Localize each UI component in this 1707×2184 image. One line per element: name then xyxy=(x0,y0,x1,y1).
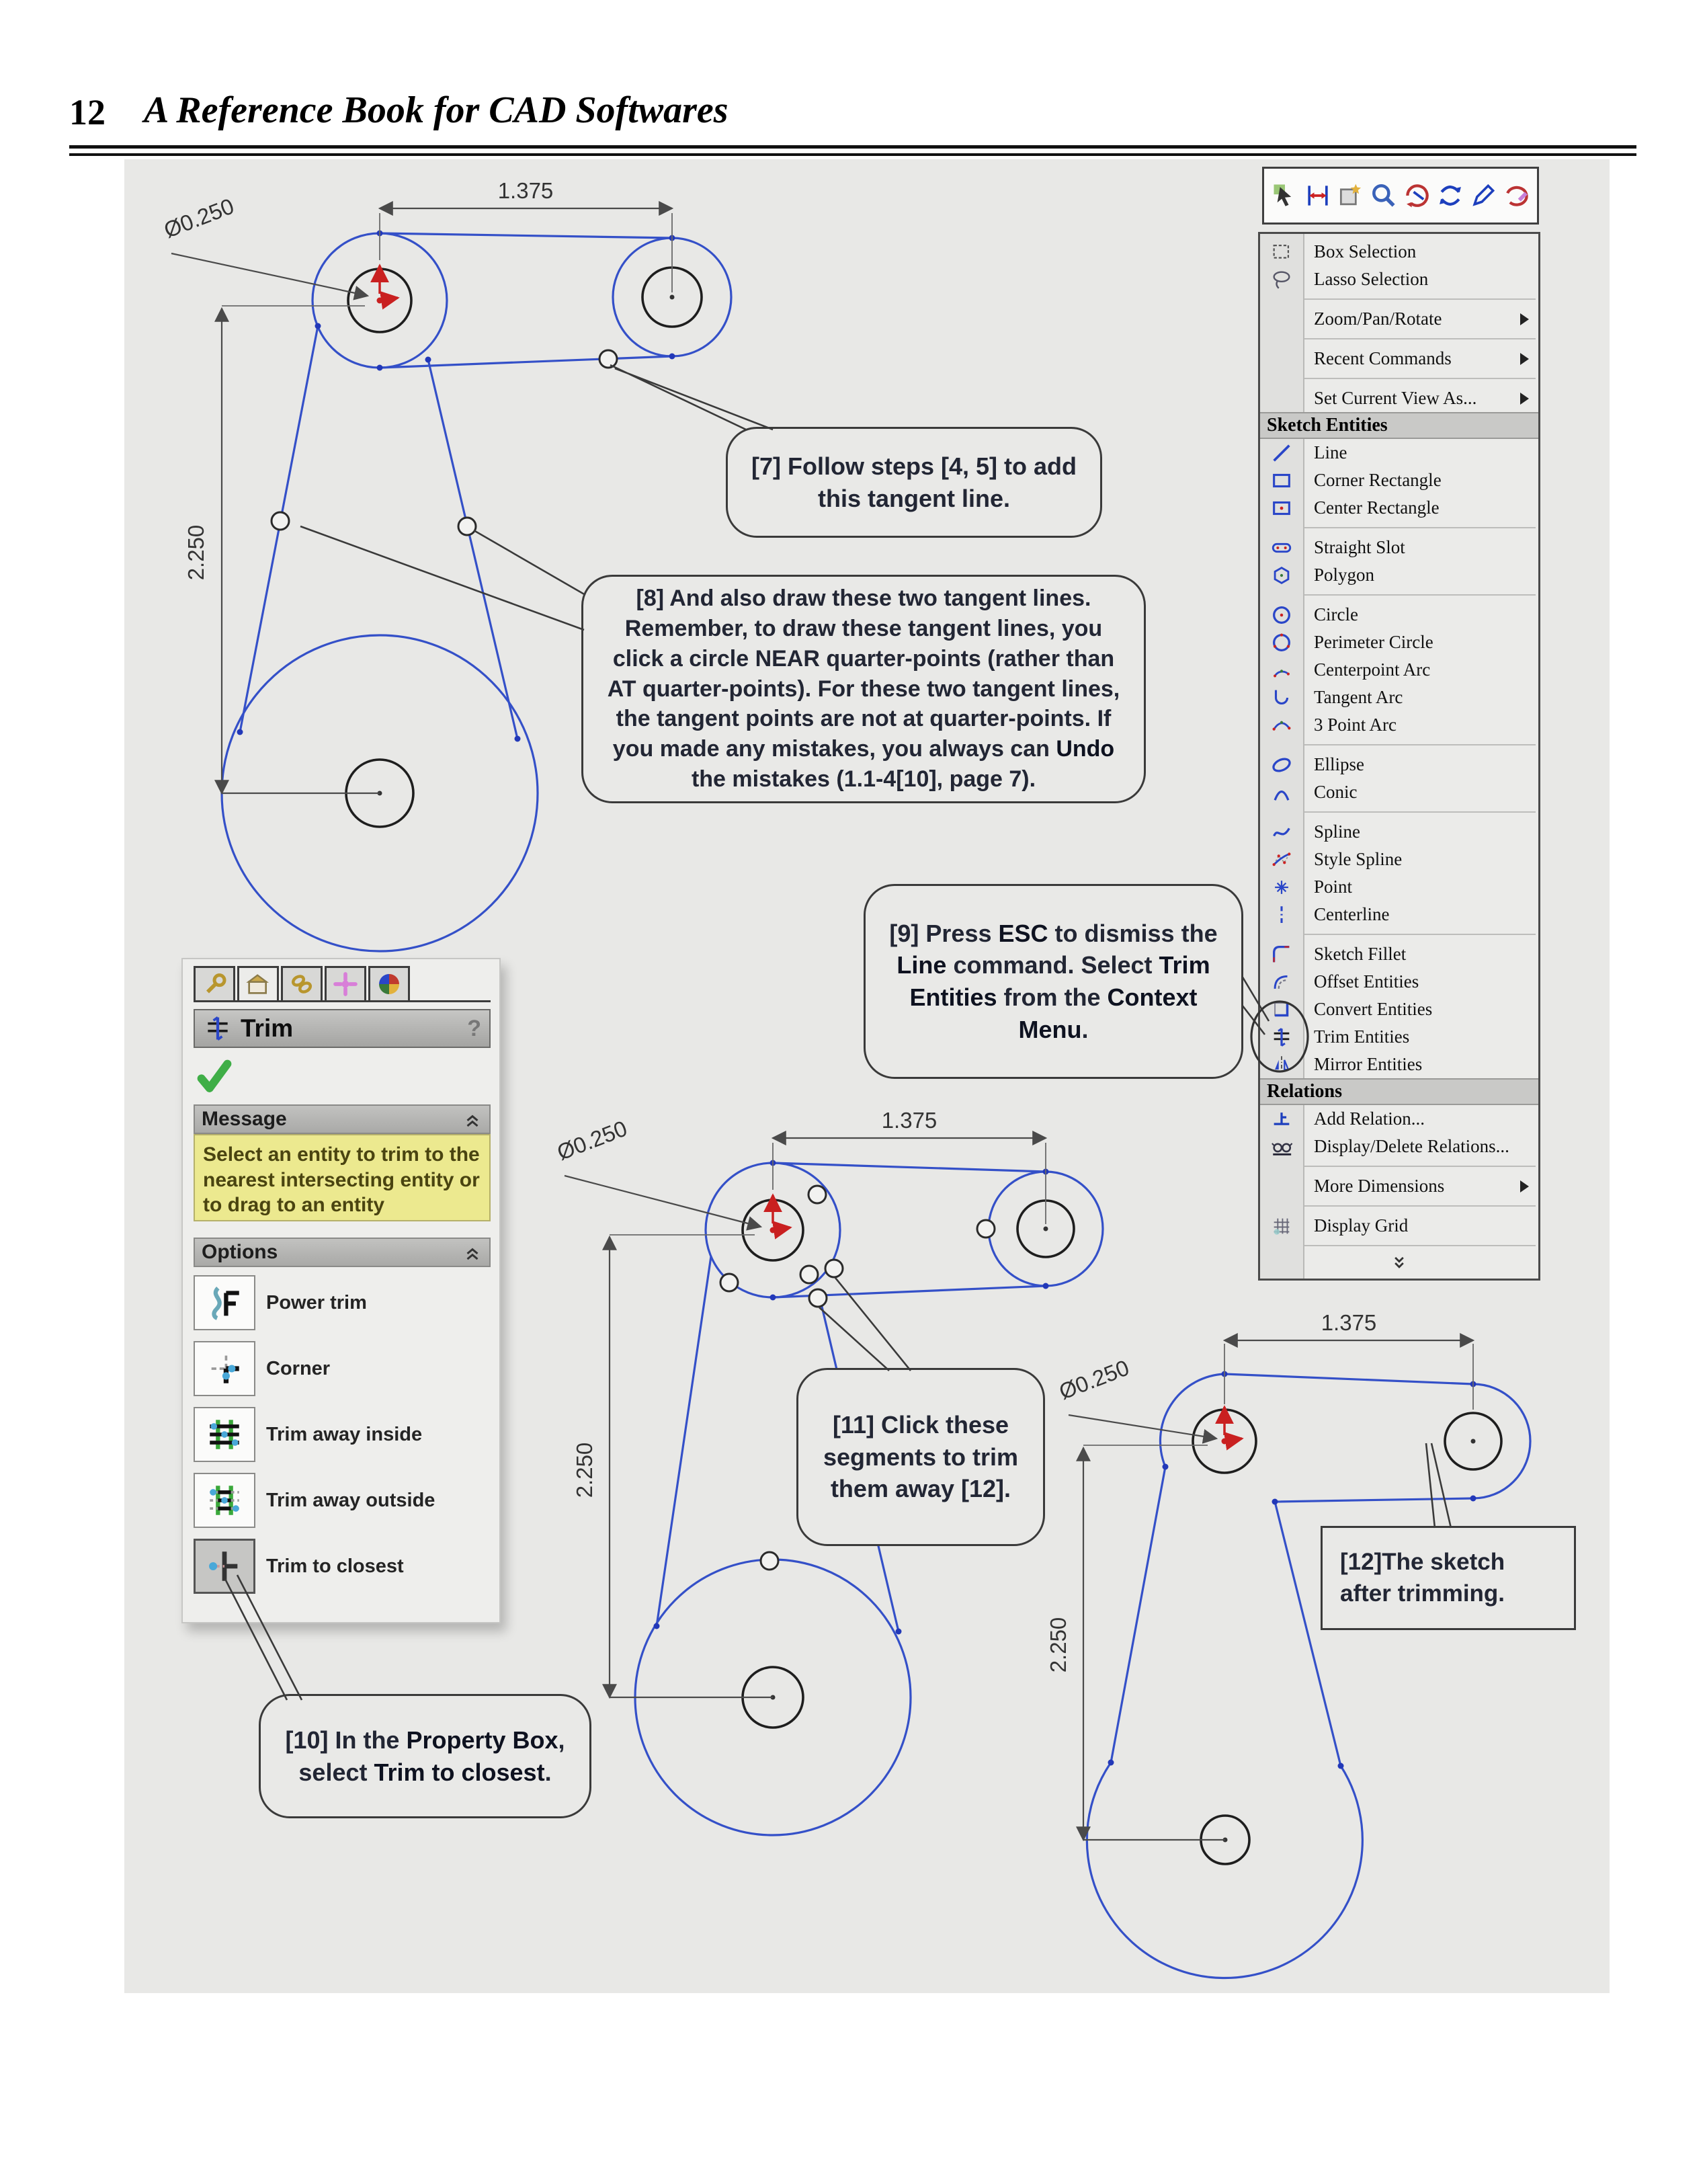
display-delete-relations-icon xyxy=(1260,1135,1303,1158)
centerpoint-arc-icon xyxy=(1260,659,1303,682)
3-point-arc-icon xyxy=(1260,714,1303,737)
trim-segment-handle[interactable] xyxy=(761,1552,778,1570)
menu-item-label: Centerpoint Arc xyxy=(1314,659,1431,680)
callout-bold-text: Property Box xyxy=(406,1726,558,1754)
menu-separator xyxy=(1260,522,1538,534)
message-text: Select an entity to trim to the nearest intersecting entity or to drag to an entity xyxy=(194,1134,491,1221)
menu-item-point[interactable] xyxy=(1260,873,1538,901)
menu-item-line[interactable] xyxy=(1260,439,1538,467)
convert-entities-icon xyxy=(1260,998,1303,1021)
option-label: Trim away inside xyxy=(266,1423,423,1445)
menu-item-lasso-selection[interactable] xyxy=(1260,266,1538,293)
dim-width-label-3: 1.375 xyxy=(1321,1310,1377,1335)
trim-property-box xyxy=(181,958,501,1623)
dimxpert-tab[interactable] xyxy=(325,966,366,1002)
callout-bold-text: Context Menu xyxy=(1018,983,1198,1043)
property-manager-tab[interactable] xyxy=(237,966,279,1002)
conic-icon xyxy=(1260,781,1303,804)
add-relation-icon xyxy=(1260,1108,1303,1131)
option-label: Trim away outside xyxy=(266,1489,435,1511)
callout-text: command. Select xyxy=(946,951,1159,979)
point-icon xyxy=(1260,876,1303,899)
page-number: 12 xyxy=(69,92,106,132)
configurations-tab[interactable] xyxy=(281,966,323,1002)
dim-height-label-1: 2.250 xyxy=(183,524,208,581)
sketch-fillet-icon xyxy=(1260,943,1303,966)
option-label: Trim to closest xyxy=(266,1555,404,1577)
offset-entities-icon xyxy=(1260,971,1303,994)
menu-item-label: Trim Entities xyxy=(1314,1026,1410,1047)
workspace-panel xyxy=(124,159,1610,1993)
trim-closest-icon[interactable] xyxy=(194,1539,255,1594)
menu-item-more-dimensions[interactable] xyxy=(1260,1172,1538,1200)
trim-segment-handle[interactable] xyxy=(800,1266,818,1283)
power-trim-icon[interactable] xyxy=(194,1275,255,1330)
menu-item-conic[interactable] xyxy=(1260,778,1538,806)
menu-item-label: Spline xyxy=(1314,821,1361,842)
polygon-icon xyxy=(1260,564,1303,587)
callout-text: [8] And also draw these two tangent lines. Remember, to draw these tangent lines, you click a circle NEAR quarter-points (rather than AT quarter-points). For these two tangent lines, the tangent points are not at quarter-points. If you made any mistakes, you always can xyxy=(607,585,1120,762)
callout-text: [7] Follow steps [4, 5] to add this tangent line. xyxy=(751,452,1077,512)
callout-text: [10] In the xyxy=(285,1726,407,1754)
menu-item-label: Center Rectangle xyxy=(1314,497,1440,518)
perimeter-circle-icon xyxy=(1260,631,1303,654)
trim-icon xyxy=(203,1014,233,1043)
menu-separator xyxy=(1260,1240,1538,1252)
menu-separator xyxy=(1260,333,1538,345)
sketch-3 xyxy=(1046,1310,1530,1978)
menu-item-label: Mirror Entities xyxy=(1314,1054,1423,1074)
menu-item-sketch-fillet[interactable] xyxy=(1260,940,1538,968)
submenu-arrow-icon xyxy=(1520,393,1529,405)
help-button[interactable]: ? xyxy=(467,1015,481,1041)
menu-section-header xyxy=(1260,412,1538,439)
option-label: Corner xyxy=(266,1357,331,1379)
spline-icon xyxy=(1260,821,1303,844)
option-label: Power trim xyxy=(266,1291,367,1313)
callout-text: [12]The sketch after trimming. xyxy=(1340,1549,1505,1607)
menu-item-3-point-arc[interactable] xyxy=(1260,711,1538,739)
menu-item-label: Tangent Arc xyxy=(1314,687,1403,707)
trim-outside-icon[interactable] xyxy=(194,1473,255,1528)
callout-8 xyxy=(581,575,1146,803)
menu-item-centerpoint-arc[interactable] xyxy=(1260,656,1538,684)
center-rectangle-icon xyxy=(1260,497,1303,520)
callout-9 xyxy=(864,884,1243,1079)
menu-item-label: Style Spline xyxy=(1314,849,1403,869)
dim-width-label-1: 1.375 xyxy=(497,178,554,203)
menu-item-label: Add Relation... xyxy=(1314,1108,1425,1129)
submenu-arrow-icon xyxy=(1520,353,1529,365)
callout-7 xyxy=(726,427,1102,538)
pan-rotate-icon[interactable] xyxy=(1435,181,1465,210)
callout-bold-text: ESC xyxy=(998,919,1048,947)
menu-item-tangent-arc[interactable] xyxy=(1260,684,1538,711)
menu-item-label: Zoom/Pan/Rotate xyxy=(1314,309,1442,329)
options-section-label: Options xyxy=(202,1241,278,1263)
message-section-header[interactable] xyxy=(194,1104,491,1134)
rotate-view-icon[interactable] xyxy=(1403,181,1432,210)
menu-item-center-rectangle[interactable] xyxy=(1260,494,1538,522)
circle-icon xyxy=(1260,604,1303,626)
callout-bold-text: Undo xyxy=(1056,736,1115,762)
menu-item-label: Recent Commands xyxy=(1314,348,1452,368)
option-trim-away-outside[interactable] xyxy=(194,1473,497,1528)
collapse-chevron-icon[interactable] xyxy=(462,1242,483,1262)
callout-text: . xyxy=(544,1758,552,1786)
tab-sphere-icon xyxy=(376,971,403,998)
trim-segment-handle[interactable] xyxy=(825,1260,843,1277)
callout-12 xyxy=(1321,1526,1576,1630)
menu-item-circle[interactable] xyxy=(1260,601,1538,629)
menu-item-spline[interactable] xyxy=(1260,818,1538,846)
centerline-icon xyxy=(1260,903,1303,926)
menu-item-label: Line xyxy=(1314,442,1347,462)
trim-segment-handle[interactable] xyxy=(808,1186,826,1203)
tab-wrench-icon xyxy=(201,971,228,998)
corner-icon[interactable] xyxy=(194,1341,255,1396)
menu-item-label: Perimeter Circle xyxy=(1314,632,1433,652)
menu-item-label: Circle xyxy=(1314,604,1358,624)
menu-item-trim-entities[interactable] xyxy=(1260,1023,1538,1051)
menu-item-label: Sketch Fillet xyxy=(1314,944,1407,964)
callout-11 xyxy=(796,1368,1045,1546)
menu-item-label: Polygon xyxy=(1314,565,1375,585)
new-view-icon[interactable] xyxy=(1336,181,1366,210)
dim-height-label-2: 2.250 xyxy=(572,1442,597,1498)
menu-item-perimeter-circle[interactable] xyxy=(1260,629,1538,656)
menu-item-label: Convert Entities xyxy=(1314,999,1433,1019)
callout-bold-text: Trim to closest xyxy=(374,1758,545,1786)
header-rule xyxy=(69,145,1636,156)
dim-diameter-label-3: Ø0.250 xyxy=(1055,1354,1133,1404)
menu-item-label: 3 Point Arc xyxy=(1314,715,1397,735)
left-tangent-handle[interactable] xyxy=(272,512,289,530)
dim-diameter-label-2: Ø0.250 xyxy=(553,1115,631,1165)
menu-separator xyxy=(1260,806,1538,818)
tab-crosshair-icon xyxy=(332,971,359,998)
menu-item-add-relation[interactable] xyxy=(1260,1105,1538,1133)
trim-segment-handle[interactable] xyxy=(977,1220,995,1238)
features-tab[interactable] xyxy=(194,966,235,1002)
menu-section-header xyxy=(1260,1078,1538,1105)
callout-text: , select xyxy=(298,1726,565,1786)
menu-item-offset-entities[interactable] xyxy=(1260,968,1538,996)
menu-item-label: Ellipse xyxy=(1314,754,1364,774)
callout-text: [9] Press xyxy=(889,919,999,947)
display-manager-tab[interactable] xyxy=(368,966,410,1002)
corner-rectangle-icon xyxy=(1260,469,1303,492)
menu-item-convert-entities[interactable] xyxy=(1260,996,1538,1023)
trim-inside-icon[interactable] xyxy=(194,1407,255,1462)
lasso-selection-icon xyxy=(1260,268,1303,291)
menu-item-style-spline[interactable] xyxy=(1260,846,1538,873)
context-toolbar xyxy=(1262,167,1539,225)
straight-slot-icon xyxy=(1260,536,1303,559)
menu-item-label: Straight Slot xyxy=(1314,537,1405,557)
menu-section-label: Sketch Entities xyxy=(1267,415,1388,436)
menu-separator xyxy=(1260,372,1538,385)
menu-item-corner-rectangle[interactable] xyxy=(1260,467,1538,494)
sketch-icon[interactable] xyxy=(1468,181,1498,210)
menu-item-label: Point xyxy=(1314,877,1353,897)
menu-separator xyxy=(1260,928,1538,940)
page-title: A Reference Book for CAD Softwares xyxy=(144,89,728,131)
callout-text: the mistakes (1.1-4[10], page 7). xyxy=(691,766,1036,793)
menu-item-display-delete-relations[interactable] xyxy=(1260,1133,1538,1160)
box-selection-icon xyxy=(1260,241,1303,264)
menu-item-label: Display/Delete Relations... xyxy=(1314,1136,1509,1156)
menu-separator xyxy=(1260,293,1538,305)
menu-separator xyxy=(1260,589,1538,601)
callout-text: . xyxy=(1081,1015,1089,1043)
callout-bold-text: Line xyxy=(897,951,947,979)
menu-expand-chevron[interactable] xyxy=(1260,1252,1538,1275)
menu-item-polygon[interactable] xyxy=(1260,561,1538,589)
trim-segment-handle[interactable] xyxy=(809,1289,827,1307)
callout-text: from the xyxy=(997,983,1108,1011)
zoom-icon[interactable] xyxy=(1369,181,1399,210)
menu-item-label: Set Current View As... xyxy=(1314,388,1477,408)
option-power-trim[interactable] xyxy=(194,1275,497,1330)
smart-dimension-icon[interactable] xyxy=(1303,181,1333,210)
callout-text: to dismiss the xyxy=(1048,919,1218,947)
trim-options-list xyxy=(194,1275,497,1605)
dim-diameter-label-1: Ø0.250 xyxy=(160,193,238,243)
menu-item-label: Lasso Selection xyxy=(1314,269,1429,289)
context-menu xyxy=(1258,232,1540,1281)
menu-item-label: Corner Rectangle xyxy=(1314,470,1442,490)
callout-10 xyxy=(259,1694,591,1818)
dim-height-label-3: 2.250 xyxy=(1046,1617,1071,1673)
menu-item-label: More Dimensions xyxy=(1314,1176,1445,1196)
option-trim-away-inside[interactable] xyxy=(194,1407,497,1462)
menu-item-label: Display Grid xyxy=(1314,1215,1409,1236)
property-box-title-bar xyxy=(194,1009,491,1048)
redraw-icon[interactable] xyxy=(1501,181,1531,210)
menu-item-label: Centerline xyxy=(1314,904,1390,924)
ellipse-icon xyxy=(1260,754,1303,776)
trim-segment-handle[interactable] xyxy=(720,1274,738,1291)
ok-checkmark-button[interactable] xyxy=(195,1057,234,1096)
dim-width-label-2: 1.375 xyxy=(881,1108,938,1133)
menu-separator xyxy=(1260,1160,1538,1172)
menu-separator xyxy=(1260,1200,1538,1212)
menu-item-ellipse[interactable] xyxy=(1260,751,1538,778)
menu-item-set-current-view-as[interactable] xyxy=(1260,385,1538,412)
menu-item-centerline[interactable] xyxy=(1260,901,1538,928)
style-spline-icon xyxy=(1260,848,1303,871)
mirror-entities-icon xyxy=(1260,1053,1303,1076)
menu-item-label: Offset Entities xyxy=(1314,971,1419,992)
line-icon xyxy=(1260,442,1303,464)
right-tangent-handle[interactable] xyxy=(458,518,476,535)
property-box-tabs xyxy=(194,966,412,1002)
menu-separator xyxy=(1260,739,1538,751)
menu-section-label: Relations xyxy=(1267,1081,1342,1102)
trim-entities-icon xyxy=(1260,1026,1303,1049)
callout-text: [11] Click these segments to trim them away [12]. xyxy=(823,1411,1019,1503)
menu-item-box-selection[interactable] xyxy=(1260,238,1538,266)
tangent-line-handle[interactable] xyxy=(599,350,617,368)
menu-item-straight-slot[interactable] xyxy=(1260,534,1538,561)
tangent-arc-icon xyxy=(1260,686,1303,709)
tab-chain-icon xyxy=(288,971,315,998)
menu-item-label: Conic xyxy=(1314,782,1358,802)
options-section-header[interactable] xyxy=(194,1238,491,1267)
property-box-title: Trim xyxy=(241,1014,294,1042)
select-tool-icon[interactable] xyxy=(1270,181,1300,210)
sketch-1 xyxy=(161,178,731,951)
tab-property-icon xyxy=(245,971,272,998)
display-grid-icon xyxy=(1260,1215,1303,1238)
option-corner[interactable] xyxy=(194,1341,497,1396)
menu-item-zoom-pan-rotate[interactable] xyxy=(1260,305,1538,333)
callout-bold-text: Trim Entities xyxy=(909,951,1210,1011)
menu-item-recent-commands[interactable] xyxy=(1260,345,1538,372)
submenu-arrow-icon xyxy=(1520,313,1529,325)
collapse-chevron-icon[interactable] xyxy=(462,1109,483,1129)
message-section-label: Message xyxy=(202,1108,287,1130)
menu-item-display-grid[interactable] xyxy=(1260,1212,1538,1240)
menu-item-mirror-entities[interactable] xyxy=(1260,1051,1538,1078)
submenu-arrow-icon xyxy=(1520,1180,1529,1192)
option-trim-to-closest[interactable] xyxy=(194,1539,497,1594)
menu-item-label: Box Selection xyxy=(1314,241,1417,261)
